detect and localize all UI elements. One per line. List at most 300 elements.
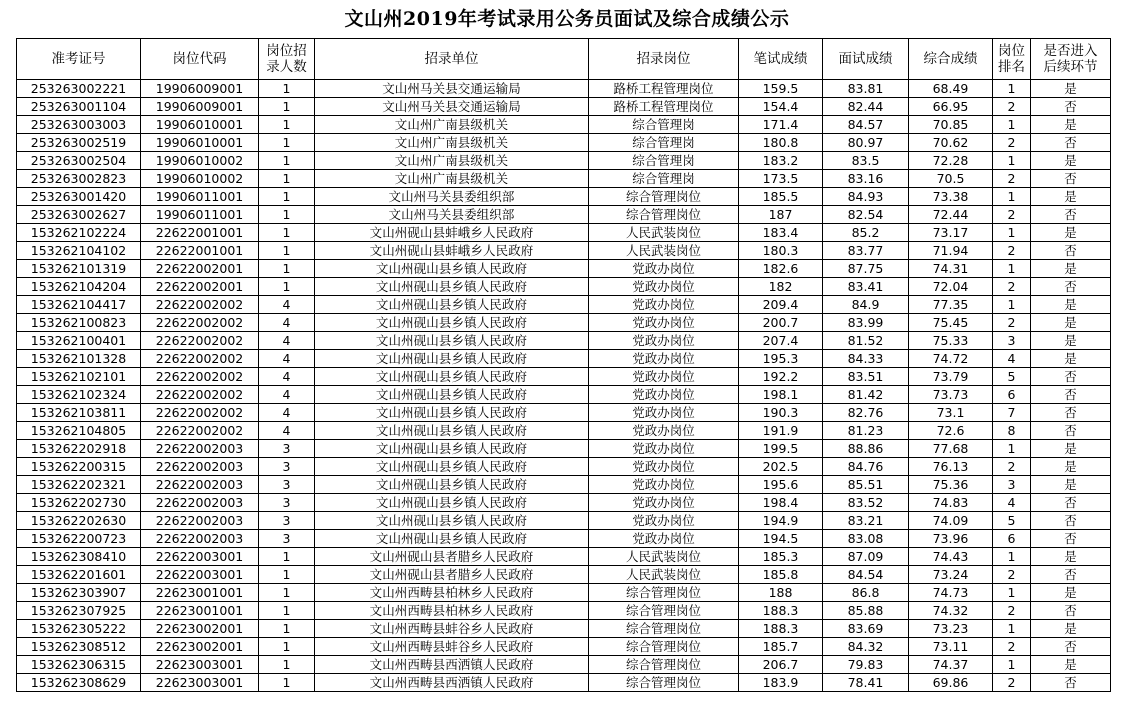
- cell-quota: 4: [259, 404, 315, 422]
- cell-exam-id: 153262101328: [17, 350, 141, 368]
- cell-next: 是: [1031, 314, 1111, 332]
- cell-post: 综合管理岗位: [589, 188, 739, 206]
- cell-exam-id: 153262104805: [17, 422, 141, 440]
- cell-post: 人民武装岗位: [589, 224, 739, 242]
- cell-post-code: 22622002002: [141, 332, 259, 350]
- cell-next: 是: [1031, 80, 1111, 98]
- cell-total: 74.31: [909, 260, 993, 278]
- cell-next: 否: [1031, 602, 1111, 620]
- cell-post-code: 22622002003: [141, 494, 259, 512]
- cell-post-code: 22622002003: [141, 476, 259, 494]
- cell-exam-id: 153262202918: [17, 440, 141, 458]
- cell-post-code: 22623001001: [141, 602, 259, 620]
- cell-next: 否: [1031, 206, 1111, 224]
- cell-unit: 文山州砚山县乡镇人民政府: [315, 260, 589, 278]
- cell-total: 73.24: [909, 566, 993, 584]
- cell-quota: 4: [259, 296, 315, 314]
- cell-exam-id: 153262101319: [17, 260, 141, 278]
- cell-next: 是: [1031, 440, 1111, 458]
- col-quota-line1: 岗位招: [266, 43, 307, 59]
- cell-exam-id: 153262303907: [17, 584, 141, 602]
- cell-written: 188: [739, 584, 823, 602]
- cell-interview: 83.41: [823, 278, 909, 296]
- cell-post: 综合管理岗: [589, 152, 739, 170]
- cell-post: 党政办岗位: [589, 260, 739, 278]
- cell-written: 209.4: [739, 296, 823, 314]
- cell-rank: 2: [993, 98, 1031, 116]
- cell-unit: 文山州砚山县乡镇人民政府: [315, 368, 589, 386]
- cell-post-code: 22622002002: [141, 368, 259, 386]
- header-row: [17, 39, 1111, 80]
- cell-next: 是: [1031, 116, 1111, 134]
- table-row: [17, 512, 1111, 530]
- cell-post-code: 22622002002: [141, 350, 259, 368]
- cell-written: 188.3: [739, 602, 823, 620]
- cell-unit: 文山州马关县交通运输局: [315, 98, 589, 116]
- cell-written: 192.2: [739, 368, 823, 386]
- table-row: [17, 188, 1111, 206]
- table-row: [17, 242, 1111, 260]
- table-row: [17, 170, 1111, 188]
- cell-post-code: 22623002001: [141, 638, 259, 656]
- cell-written: 182: [739, 278, 823, 296]
- cell-rank: 1: [993, 188, 1031, 206]
- table-row: [17, 620, 1111, 638]
- cell-post-code: 22622003001: [141, 548, 259, 566]
- cell-post-code: 22622001001: [141, 224, 259, 242]
- cell-post: 党政办岗位: [589, 296, 739, 314]
- cell-unit: 文山州砚山县乡镇人民政府: [315, 296, 589, 314]
- cell-post-code: 22623003001: [141, 656, 259, 674]
- cell-next: 是: [1031, 224, 1111, 242]
- cell-next: 是: [1031, 152, 1111, 170]
- cell-exam-id: 253263001420: [17, 188, 141, 206]
- cell-exam-id: 153262102224: [17, 224, 141, 242]
- cell-quota: 4: [259, 314, 315, 332]
- cell-unit: 文山州西畴县蚌谷乡人民政府: [315, 638, 589, 656]
- cell-written: 202.5: [739, 458, 823, 476]
- cell-post: 党政办岗位: [589, 440, 739, 458]
- cell-unit: 文山州砚山县乡镇人民政府: [315, 494, 589, 512]
- table-row: [17, 116, 1111, 134]
- cell-rank: 2: [993, 242, 1031, 260]
- cell-exam-id: 153262307925: [17, 602, 141, 620]
- cell-post-code: 22622002001: [141, 278, 259, 296]
- cell-written: 159.5: [739, 80, 823, 98]
- col-rank-line2: 排名: [998, 59, 1025, 75]
- cell-interview: 85.88: [823, 602, 909, 620]
- cell-next: 否: [1031, 242, 1111, 260]
- cell-exam-id: 153262201601: [17, 566, 141, 584]
- cell-written: 190.3: [739, 404, 823, 422]
- cell-written: 187: [739, 206, 823, 224]
- cell-post-code: 22622002002: [141, 386, 259, 404]
- cell-next: 是: [1031, 332, 1111, 350]
- cell-total: 74.43: [909, 548, 993, 566]
- cell-post-code: 22622002002: [141, 314, 259, 332]
- cell-written: 183.2: [739, 152, 823, 170]
- cell-post: 党政办岗位: [589, 404, 739, 422]
- cell-total: 74.32: [909, 602, 993, 620]
- cell-exam-id: 253263002519: [17, 134, 141, 152]
- cell-exam-id: 153262306315: [17, 656, 141, 674]
- cell-unit: 文山州广南县级机关: [315, 116, 589, 134]
- cell-exam-id: 153262103811: [17, 404, 141, 422]
- cell-interview: 83.77: [823, 242, 909, 260]
- cell-exam-id: 153262102101: [17, 368, 141, 386]
- table-row: [17, 134, 1111, 152]
- cell-unit: 文山州砚山县乡镇人民政府: [315, 458, 589, 476]
- cell-post: 综合管理岗: [589, 116, 739, 134]
- cell-post: 党政办岗位: [589, 494, 739, 512]
- cell-next: 是: [1031, 458, 1111, 476]
- cell-rank: 8: [993, 422, 1031, 440]
- cell-post: 综合管理岗位: [589, 602, 739, 620]
- cell-post-code: 22622002002: [141, 404, 259, 422]
- cell-total: 72.28: [909, 152, 993, 170]
- cell-rank: 6: [993, 530, 1031, 548]
- cell-next: 是: [1031, 260, 1111, 278]
- cell-quota: 3: [259, 530, 315, 548]
- cell-rank: 3: [993, 476, 1031, 494]
- cell-interview: 81.23: [823, 422, 909, 440]
- cell-quota: 3: [259, 476, 315, 494]
- table-row: [17, 476, 1111, 494]
- cell-post-code: 22622002001: [141, 260, 259, 278]
- cell-written: 195.6: [739, 476, 823, 494]
- cell-interview: 85.51: [823, 476, 909, 494]
- cell-quota: 1: [259, 80, 315, 98]
- cell-total: 74.72: [909, 350, 993, 368]
- cell-next: 是: [1031, 188, 1111, 206]
- cell-exam-id: 253263002627: [17, 206, 141, 224]
- cell-unit: 文山州砚山县乡镇人民政府: [315, 530, 589, 548]
- cell-unit: 文山州西畴县蚌谷乡人民政府: [315, 620, 589, 638]
- cell-rank: 2: [993, 674, 1031, 692]
- cell-unit: 文山州砚山县乡镇人民政府: [315, 404, 589, 422]
- cell-written: 188.3: [739, 620, 823, 638]
- cell-interview: 83.69: [823, 620, 909, 638]
- cell-interview: 84.57: [823, 116, 909, 134]
- cell-interview: 85.2: [823, 224, 909, 242]
- cell-post: 综合管理岗位: [589, 206, 739, 224]
- cell-post-code: 19906010001: [141, 134, 259, 152]
- cell-interview: 82.76: [823, 404, 909, 422]
- cell-unit: 文山州广南县级机关: [315, 152, 589, 170]
- cell-quota: 4: [259, 386, 315, 404]
- cell-rank: 7: [993, 404, 1031, 422]
- cell-post: 党政办岗位: [589, 278, 739, 296]
- cell-post: 综合管理岗位: [589, 620, 739, 638]
- page-title: 文山州2019年考试录用公务员面试及综合成绩公示: [344, 8, 790, 30]
- cell-total: 73.23: [909, 620, 993, 638]
- table-row: [17, 368, 1111, 386]
- cell-interview: 83.81: [823, 80, 909, 98]
- cell-quota: 1: [259, 674, 315, 692]
- cell-post: 党政办岗位: [589, 368, 739, 386]
- cell-unit: 文山州砚山县乡镇人民政府: [315, 512, 589, 530]
- cell-next: 是: [1031, 296, 1111, 314]
- cell-unit: 文山州砚山县乡镇人民政府: [315, 476, 589, 494]
- cell-post-code: 22622002003: [141, 440, 259, 458]
- cell-quota: 1: [259, 638, 315, 656]
- col-rank-line1: 岗位: [998, 43, 1025, 59]
- cell-total: 73.79: [909, 368, 993, 386]
- cell-post: 党政办岗位: [589, 386, 739, 404]
- cell-exam-id: 153262202630: [17, 512, 141, 530]
- cell-rank: 1: [993, 152, 1031, 170]
- cell-unit: 文山州西畴县西洒镇人民政府: [315, 656, 589, 674]
- cell-written: 198.1: [739, 386, 823, 404]
- cell-rank: 1: [993, 548, 1031, 566]
- cell-exam-id: 153262202730: [17, 494, 141, 512]
- cell-rank: 2: [993, 458, 1031, 476]
- cell-total: 77.68: [909, 440, 993, 458]
- cell-interview: 84.9: [823, 296, 909, 314]
- cell-total: 73.96: [909, 530, 993, 548]
- cell-unit: 文山州砚山县蚌峨乡人民政府: [315, 224, 589, 242]
- col-rank: [993, 39, 1031, 80]
- cell-next: 是: [1031, 350, 1111, 368]
- table-row: [17, 152, 1111, 170]
- cell-post: 党政办岗位: [589, 512, 739, 530]
- cell-total: 72.44: [909, 206, 993, 224]
- cell-quota: 3: [259, 494, 315, 512]
- table-row: [17, 440, 1111, 458]
- cell-interview: 83.51: [823, 368, 909, 386]
- cell-interview: 87.09: [823, 548, 909, 566]
- table-row: [17, 332, 1111, 350]
- cell-post-code: 22623003001: [141, 674, 259, 692]
- cell-next: 否: [1031, 494, 1111, 512]
- cell-next: 是: [1031, 476, 1111, 494]
- cell-post-code: 19906010002: [141, 152, 259, 170]
- cell-written: 185.3: [739, 548, 823, 566]
- cell-total: 74.09: [909, 512, 993, 530]
- cell-next: 否: [1031, 422, 1111, 440]
- col-next: [1031, 39, 1111, 80]
- cell-written: 194.9: [739, 512, 823, 530]
- cell-total: 70.62: [909, 134, 993, 152]
- cell-total: 68.49: [909, 80, 993, 98]
- cell-unit: 文山州广南县级机关: [315, 170, 589, 188]
- cell-unit: 文山州砚山县乡镇人民政府: [315, 350, 589, 368]
- table-row: [17, 584, 1111, 602]
- cell-post: 人民武装岗位: [589, 566, 739, 584]
- table-row: [17, 314, 1111, 332]
- cell-rank: 2: [993, 602, 1031, 620]
- cell-rank: 3: [993, 332, 1031, 350]
- cell-quota: 1: [259, 656, 315, 674]
- results-table: [16, 38, 1111, 692]
- cell-unit: 文山州马关县委组织部: [315, 206, 589, 224]
- cell-quota: 1: [259, 98, 315, 116]
- cell-total: 77.35: [909, 296, 993, 314]
- cell-rank: 2: [993, 170, 1031, 188]
- table-row: [17, 656, 1111, 674]
- cell-rank: 1: [993, 296, 1031, 314]
- cell-total: 69.86: [909, 674, 993, 692]
- cell-interview: 84.33: [823, 350, 909, 368]
- cell-written: 185.5: [739, 188, 823, 206]
- table-row: [17, 404, 1111, 422]
- cell-rank: 5: [993, 368, 1031, 386]
- cell-exam-id: 153262200723: [17, 530, 141, 548]
- cell-interview: 83.52: [823, 494, 909, 512]
- cell-next: 否: [1031, 530, 1111, 548]
- cell-unit: 文山州砚山县者腊乡人民政府: [315, 566, 589, 584]
- cell-exam-id: 253263002504: [17, 152, 141, 170]
- cell-exam-id: 153262308512: [17, 638, 141, 656]
- cell-total: 75.45: [909, 314, 993, 332]
- cell-total: 70.5: [909, 170, 993, 188]
- col-quota-line2: 录人数: [266, 59, 307, 75]
- cell-rank: 4: [993, 494, 1031, 512]
- cell-post: 路桥工程管理岗位: [589, 80, 739, 98]
- cell-unit: 文山州马关县交通运输局: [315, 80, 589, 98]
- cell-total: 76.13: [909, 458, 993, 476]
- cell-total: 70.85: [909, 116, 993, 134]
- cell-quota: 1: [259, 602, 315, 620]
- cell-written: 195.3: [739, 350, 823, 368]
- cell-rank: 1: [993, 260, 1031, 278]
- cell-unit: 文山州砚山县蚌峨乡人民政府: [315, 242, 589, 260]
- cell-quota: 1: [259, 152, 315, 170]
- cell-quota: 1: [259, 278, 315, 296]
- cell-exam-id: 153262200315: [17, 458, 141, 476]
- cell-next: 否: [1031, 638, 1111, 656]
- cell-written: 206.7: [739, 656, 823, 674]
- cell-quota: 4: [259, 368, 315, 386]
- cell-total: 71.94: [909, 242, 993, 260]
- cell-post: 党政办岗位: [589, 458, 739, 476]
- cell-interview: 88.86: [823, 440, 909, 458]
- cell-interview: 84.54: [823, 566, 909, 584]
- cell-rank: 4: [993, 350, 1031, 368]
- table-row: [17, 224, 1111, 242]
- cell-unit: 文山州砚山县者腊乡人民政府: [315, 548, 589, 566]
- cell-next: 否: [1031, 566, 1111, 584]
- cell-post-code: 19906011001: [141, 188, 259, 206]
- cell-post: 人民武装岗位: [589, 242, 739, 260]
- cell-post-code: 19906009001: [141, 80, 259, 98]
- table-row: [17, 80, 1111, 98]
- cell-unit: 文山州广南县级机关: [315, 134, 589, 152]
- cell-rank: 5: [993, 512, 1031, 530]
- cell-written: 185.7: [739, 638, 823, 656]
- cell-rank: 2: [993, 134, 1031, 152]
- cell-post-code: 22622002003: [141, 530, 259, 548]
- cell-interview: 79.83: [823, 656, 909, 674]
- cell-interview: 81.42: [823, 386, 909, 404]
- cell-exam-id: 253263002221: [17, 80, 141, 98]
- cell-written: 180.3: [739, 242, 823, 260]
- cell-quota: 1: [259, 206, 315, 224]
- cell-exam-id: 153262104417: [17, 296, 141, 314]
- table-row: [17, 260, 1111, 278]
- cell-rank: 1: [993, 224, 1031, 242]
- cell-post: 综合管理岗位: [589, 638, 739, 656]
- cell-post-code: 19906010002: [141, 170, 259, 188]
- cell-written: 183.9: [739, 674, 823, 692]
- cell-unit: 文山州砚山县乡镇人民政府: [315, 278, 589, 296]
- table-row: [17, 422, 1111, 440]
- cell-total: 73.1: [909, 404, 993, 422]
- cell-quota: 1: [259, 116, 315, 134]
- col-next-line2: 后续环节: [1043, 59, 1098, 75]
- table-row: [17, 278, 1111, 296]
- col-quota: [259, 39, 315, 80]
- table-row: [17, 98, 1111, 116]
- cell-post-code: 22623002001: [141, 620, 259, 638]
- cell-quota: 1: [259, 566, 315, 584]
- col-exam-id: 准考证号: [17, 39, 141, 80]
- cell-quota: 1: [259, 224, 315, 242]
- cell-unit: 文山州砚山县乡镇人民政府: [315, 314, 589, 332]
- cell-written: 154.4: [739, 98, 823, 116]
- col-written: 笔试成绩: [739, 39, 823, 80]
- cell-next: 否: [1031, 386, 1111, 404]
- cell-post: 综合管理岗位: [589, 656, 739, 674]
- cell-unit: 文山州砚山县乡镇人民政府: [315, 422, 589, 440]
- cell-exam-id: 153262305222: [17, 620, 141, 638]
- cell-interview: 82.54: [823, 206, 909, 224]
- cell-next: 否: [1031, 170, 1111, 188]
- cell-written: 198.4: [739, 494, 823, 512]
- cell-exam-id: 153262308629: [17, 674, 141, 692]
- cell-written: 194.5: [739, 530, 823, 548]
- cell-rank: 2: [993, 566, 1031, 584]
- cell-interview: 83.16: [823, 170, 909, 188]
- cell-post-code: 22622002003: [141, 458, 259, 476]
- cell-post: 综合管理岗位: [589, 584, 739, 602]
- table-row: [17, 566, 1111, 584]
- cell-post: 综合管理岗: [589, 134, 739, 152]
- cell-total: 73.11: [909, 638, 993, 656]
- cell-interview: 83.99: [823, 314, 909, 332]
- cell-interview: 84.93: [823, 188, 909, 206]
- cell-unit: 文山州砚山县乡镇人民政府: [315, 440, 589, 458]
- table-row: [17, 458, 1111, 476]
- cell-unit: 文山州西畴县西洒镇人民政府: [315, 674, 589, 692]
- cell-quota: 3: [259, 458, 315, 476]
- cell-rank: 1: [993, 440, 1031, 458]
- cell-rank: 2: [993, 278, 1031, 296]
- cell-post: 路桥工程管理岗位: [589, 98, 739, 116]
- cell-rank: 2: [993, 314, 1031, 332]
- cell-total: 72.04: [909, 278, 993, 296]
- cell-unit: 文山州马关县委组织部: [315, 188, 589, 206]
- cell-written: 199.5: [739, 440, 823, 458]
- cell-rank: 2: [993, 638, 1031, 656]
- cell-unit: 文山州西畴县柏林乡人民政府: [315, 602, 589, 620]
- table-row: [17, 350, 1111, 368]
- cell-exam-id: 153262308410: [17, 548, 141, 566]
- table-row: [17, 602, 1111, 620]
- table-row: [17, 296, 1111, 314]
- cell-next: 是: [1031, 656, 1111, 674]
- cell-total: 74.37: [909, 656, 993, 674]
- cell-unit: 文山州西畴县柏林乡人民政府: [315, 584, 589, 602]
- cell-total: 66.95: [909, 98, 993, 116]
- cell-post: 党政办岗位: [589, 422, 739, 440]
- cell-written: 173.5: [739, 170, 823, 188]
- cell-quota: 1: [259, 134, 315, 152]
- cell-post-code: 22622002002: [141, 296, 259, 314]
- cell-quota: 1: [259, 620, 315, 638]
- cell-total: 73.38: [909, 188, 993, 206]
- cell-next: 是: [1031, 620, 1111, 638]
